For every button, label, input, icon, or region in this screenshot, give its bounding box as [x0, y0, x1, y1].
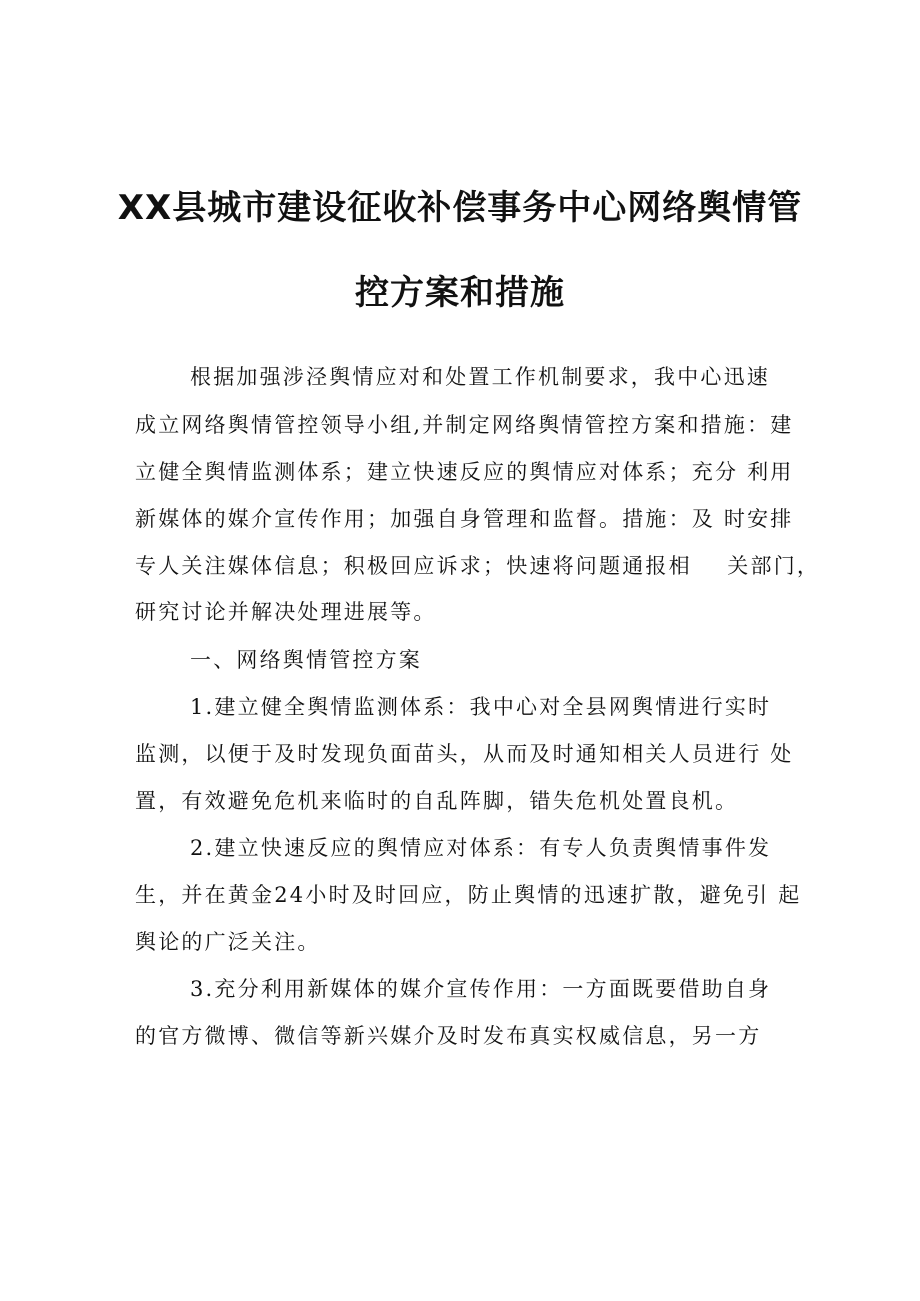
paragraph-line: 2.建立快速反应的舆情应对体系：有专人负责舆情事件发: [190, 836, 772, 860]
paragraph-line: 专人关注媒体信息；积极回应诉求；快速将问题通报相 关部门，: [135, 554, 821, 578]
paragraph-line: 研究讨论并解决处理进展等。: [135, 600, 437, 624]
paragraph-line: 舆论的广泛关注。: [135, 930, 321, 954]
paragraph-line: 监测，以便于及时发现负面苗头，从而及时通知相关人员进行 处: [135, 742, 794, 766]
section-heading: 一、网络舆情管控方案: [190, 648, 422, 672]
paragraph-line: 生，并在黄金24小时及时回应，防止舆情的迅速扩散，避免引 起: [135, 883, 802, 907]
paragraph-line: 根据加强涉泾舆情应对和处置工作机制要求，我中心迅速: [190, 365, 770, 389]
paragraph-line: 成立网络舆情管控领导小组,并制定网络舆情管控方案和措施：建: [135, 413, 794, 437]
document-title-line-2: 控方案和措施: [355, 273, 565, 313]
paragraph-line: 3.充分利用新媒体的媒介宣传作用：一方面既要借助自身: [190, 977, 772, 1001]
paragraph-line: 1.建立健全舆情监测体系：我中心对全县网舆情进行实时: [190, 695, 772, 719]
document-title-line-1: XX县城市建设征收补偿事务中心网络舆情管: [117, 188, 803, 228]
paragraph-line: 置，有效避免危机来临时的自乱阵脚，错失危机处置良机。: [135, 789, 739, 813]
paragraph-line: 的官方微博、微信等新兴媒介及时发布真实权威信息，另一方: [135, 1024, 762, 1048]
paragraph-line: 新媒体的媒介宣传作用；加强自身管理和监督。措施：及 时安排: [135, 507, 794, 531]
paragraph-line: 立健全舆情监测体系；建立快速反应的舆情应对体系；充分 利用: [135, 460, 794, 484]
